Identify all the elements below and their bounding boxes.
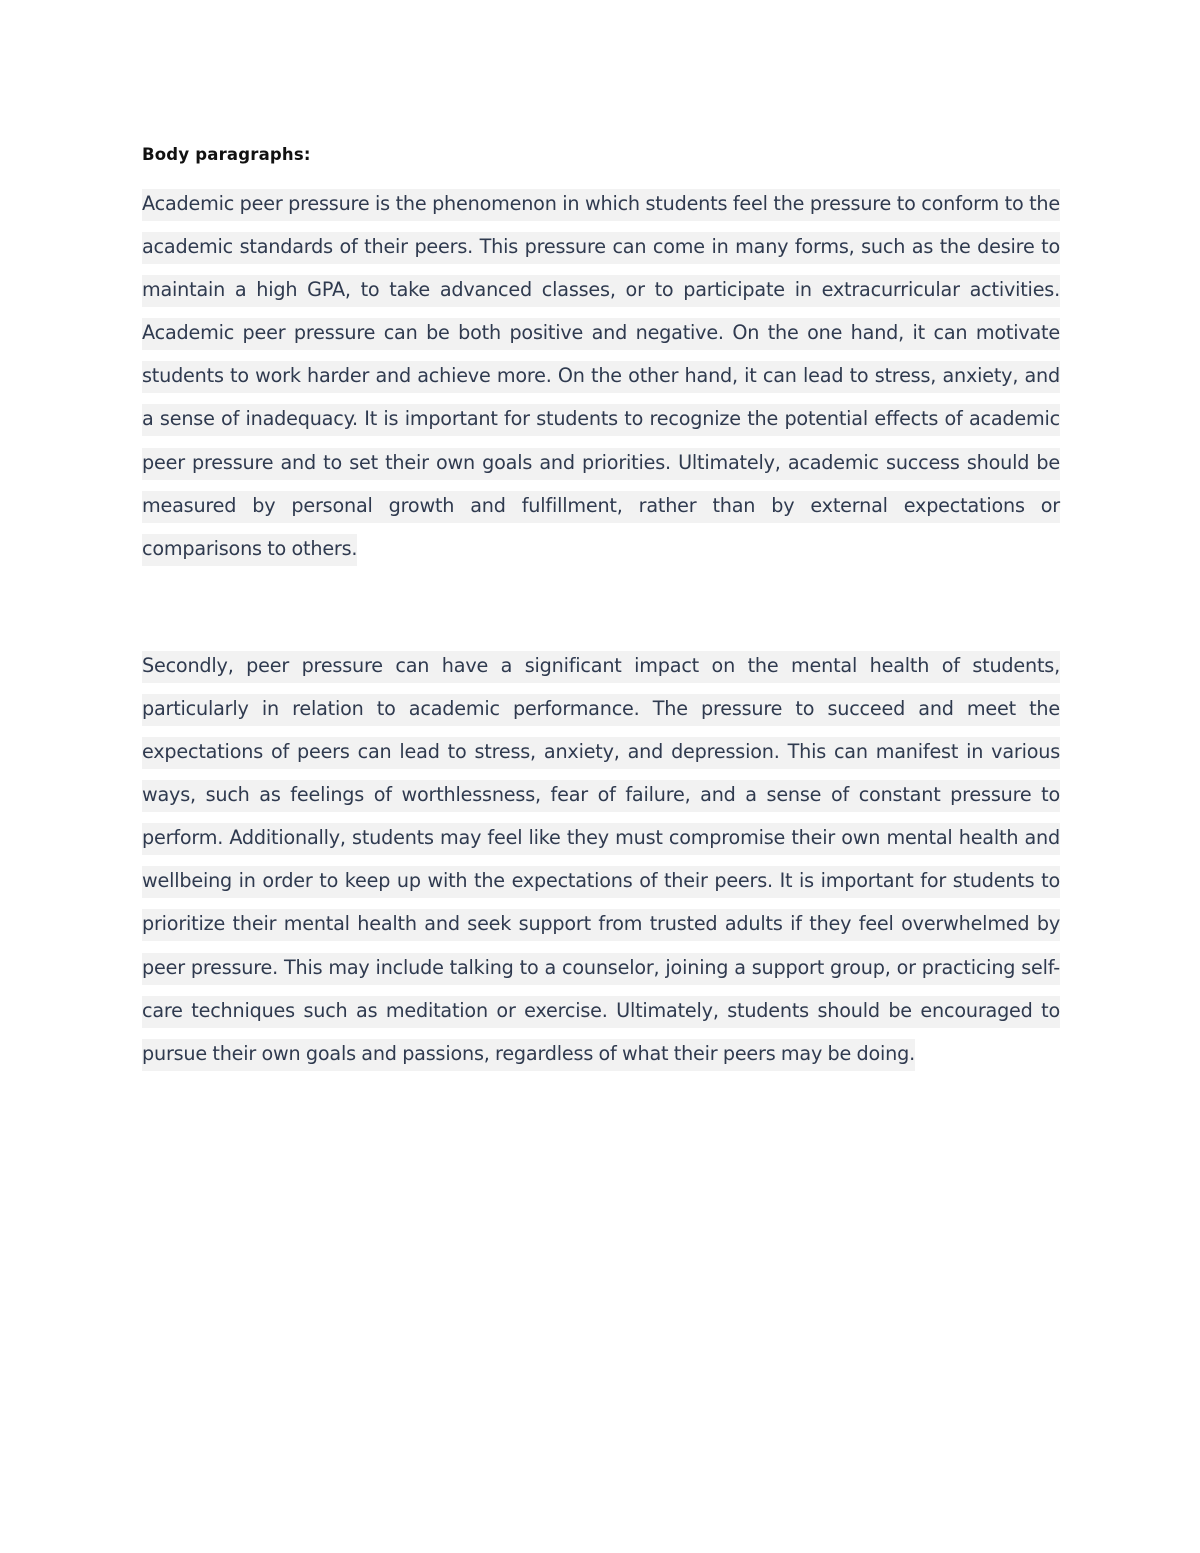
body-paragraph-1: [142, 182, 1060, 570]
paragraph-text: Secondly, peer pressure can have a significant impact on the mental health of students, particularly in relation to academic performance. The pressure to succeed and meet the expectations of peers can lead to stress, anxiety, and depression. This can manifest in various ways, such as feelings of worthlessness, fear of failure, and a sense of constant pressure to perform. Additionally, students may feel like they must compromise their own mental health and wellbeing in order to keep up with the expectations of their peers. It is important for students to prioritize their mental health and seek support from trusted adults if they feel overwhelmed by peer pressure. This may include talking to a counselor, joining a support group, or practicing self-care techniques such as meditation or exercise. Ultimately, students should be encouraged to pursue their own goals and passions, regardless of what their peers may be doing.: [142, 651, 1060, 1071]
paragraph-spacer: [142, 570, 1060, 644]
paragraph-text: Academic peer pressure is the phenomenon in which students feel the pressure to conform to the academic standards of their peers. This pressure can come in many forms, such as the desire to maintain a high GPA, to take advanced classes, or to participate in extracurricular activities. Academic peer pressure can be both positive and negative. On the one hand, it can motivate students to work harder and achieve more. On the other hand, it can lead to stress, anxiety, and a sense of inadequacy. It is important for students to recognize the potential effects of academic peer pressure and to set their own goals and priorities. Ultimately, academic success should be measured by personal growth and fulfillment, rather than by external expectations or comparisons to others.: [142, 189, 1060, 566]
body-paragraph-2: [142, 644, 1060, 1075]
document-page: [142, 140, 1060, 1075]
section-heading: Body paragraphs:: [142, 145, 311, 164]
